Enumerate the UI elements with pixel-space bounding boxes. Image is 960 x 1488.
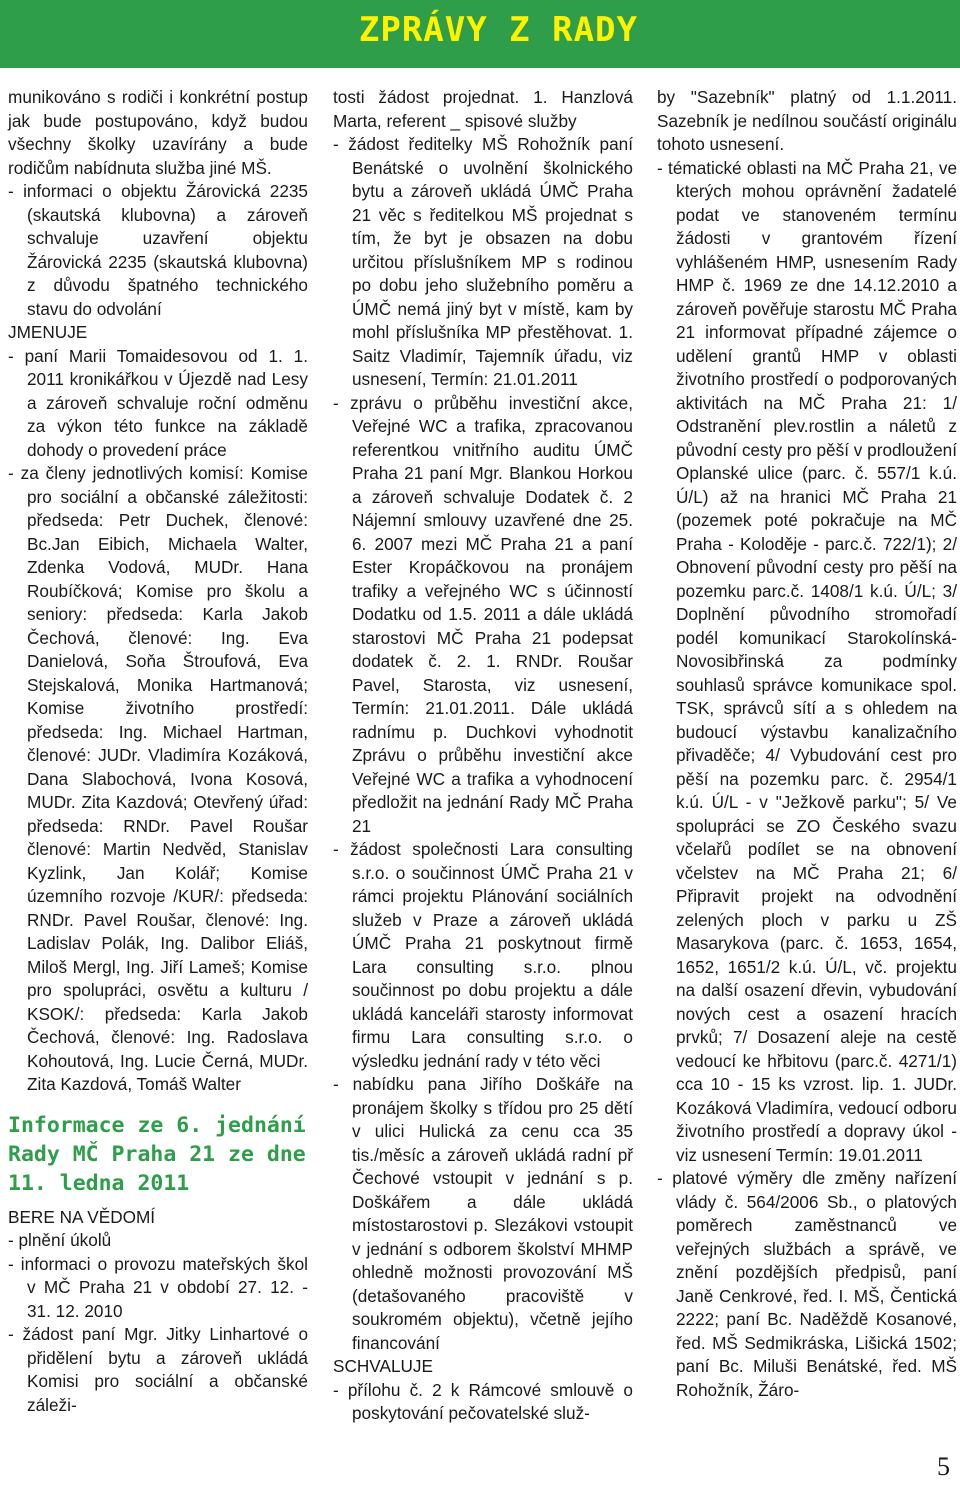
list-item: - žádost paní Mgr. Jitky Linhartové o přidělení bytu a zároveň ukládá Komisi pro sociální a občanské záleži- [8,1324,308,1415]
paragraph: munikováno s rodiči i konkrétní postup jak bude postupováno, když budou všechny školky uzavírány a bude rodičům nabídnuta služba jiné MŠ. [8,87,308,178]
list-item: - zprávu o průběhu investiční akce, Veřejné WC a trafika, zpracovanou referentkou vnitřního auditu ÚMČ Praha 21 paní Mgr. Blankou Horkou a zároveň schvaluje Dodatek č. 2 Nájemní smlouvy uzavřené dne 25. 6. 2007 mezi MČ Praha 21 a paní Ester Kropáčkovou na pronájem trafiky a veřejného WC s účinností Dodatku od 1.5. 2011 a dále ukládá starostovi MČ Praha 21 podepsat dodatek č. 2. 1. RNDr. Roušar Pavel, Starosta, viz usnesení, Termín: 21.01.2011. Dále ukládá radnímu p. Duchkovi vyhodnotit Zprávu o průběhu investiční akce Veřejné WC a trafika a vyhodnocení předložit na jednání Rady MČ Praha 21 [333,392,633,836]
column-2 [333,86,633,1426]
list-item: - plnění úkolů [8,1230,112,1250]
column-3 [657,86,957,1402]
list-item: - platové výměry dle změny nařízení vlády č. 564/2006 Sb., o platových poměrech zaměstnanců ve veřejných službách a správě, ve znění pozdějších předpisů, paní Janě Cenkrové, řed. I. MŠ, Čentická 2222; paní Bc. Naděždě Kosanové, řed. MŠ Sedmikráska, Lišická 1502; paní Bc. Miluši Benátské, řed. MŠ Rohožník, Žáro- [657,1168,957,1400]
column-1 [8,86,308,1417]
subheading: JMENUJE [8,322,88,342]
list-item: - žádost společnosti Lara consulting s.r.o. o součinnost ÚMČ Praha 21 v rámci projektu Plánování sociálních služeb v Praze a zároveň ukládá ÚMČ Praha 21 poskytnout firmě Lara consulting s.r.o. plnou součinnost po dobu projektu a dále ukládá kanceláři starosty informovat firmu Lara consulting s.r.o. o výsledku jednání rady v této věci [333,839,633,1071]
list-item: - za členy jednotlivých komisí: Komise pro sociální a občanské záležitosti: předseda: Petr Duchek, členové: Bc.Jan Eibich, Michaela Walter, Zdenka Vodová, MUDr. Hana Roubíčková; Komise pro školu a seniory: předseda: Karla Jakob Čechová, členové: Ing. Eva Danielová, Soňa Štroufová, Eva Stejskalová, Monika Hartmanová; Komise životního prostředí: předseda: Ing. Michael Hartman, členové: JUDr. Vladimíra Kozáková, Dana Slabochová, Ivona Kosová, MUDr. Zita Kazdová; Otevřený úřad: předseda: RNDr. Pavel Roušar členové: Martin Nedvěd, Stanislav Kyzlink, Jan Kolář; Komise územního rozvoje /KUR/: předseda: RNDr. Pavel Roušar, členové: Ing. Ladislav Polák, Ing. Dalibor Eliáš, Miloš Mergl, Ing. Jiří Lameš; Komise pro spolupráci, osvětu a kulturu / KSOK/: předseda: Karla Jakob Čechová, členové: Ing. Radoslava Kohoutová, Ing. Lucie Černá, MUDr. Zita Kazdová, Tomáš Walter [8,463,308,1094]
subheading: SCHVALUJE [333,1356,433,1376]
list-item: - žádost ředitelky MŠ Rohožník paní Benátské o uvolnění školnického bytu a zároveň ukládá ÚMČ Praha 21 věc s ředitelkou MŠ projednat s tím, že byt je obsazen na dobu určitou příslušníkem MP s rodinou po dobu jeho služebního poměru a ÚMČ nemá jiný byt v místě, kam by mohl příslušníka MP přestěhovat. 1. Saitz Vladimír, Tajemník úřadu, viz usnesení, Termín: 21.01.2011 [333,134,633,389]
subheading: BERE NA VĚDOMÍ [8,1206,156,1227]
page-title: ZPRÁVY Z RADY [358,10,638,50]
list-item: - paní Marii Tomaidesovou od 1. 1. 2011 kronikářkou v Újezdě nad Lesy a zároveň schvaluje roční odměnu za výkon této funkce na základě dohody o provedení práce [8,345,308,460]
paragraph: by "Sazebník" platný od 1.1.2011. Sazebník je nedílnou součástí originálu tohoto usnesení. [657,87,957,154]
section-title: Informace ze 6. jednání Rady MČ Praha 21 ze dne 11. ledna 2011 [8,1112,306,1196]
page-number: 5 [937,1452,950,1481]
list-item: - tématické oblasti na MČ Praha 21, ve kterých mohou oprávnění žadatelé podat ve stanoveném termínu žádosti v grantovém řízení vyhlášeném HMP, usnesením Rady HMP č. 1969 ze dne 14.12.2010 a zároveň pověřuje starostu MČ Praha 21 informovat případné zájemce o udělení grantů HMP v oblasti životního prostředí o podporovaných aktivitách na MČ Praha 21: 1/ Odstranění plev.rostlin a náletů z původní cesty pro pěší v prodloužení Oplanské ulice (parc. č. 557/1 k.ú. Ú/L) až na hranici MČ Praha 21 (pozemek poté pokračuje na MČ Praha - Koloděje - parc.č. 722/1); 2/ Obnovení původní cesty pro pěší na pozemku parc.č. 1408/1 k.ú. Ú/L; 3/ Doplnění původního stromořadí podél komunikací Starokolínská-Novosibřinská za podmínky souhlasů správce komunikace spol. TSK, správců sítí a s ohledem na budoucí výstavbu kanalizačního přivaděče; 4/ Vybudování cest pro pěší na pozemku parc. č. 2954/1 k.ú. Ú/L - v "Ježkově parku"; 5/ Ve spolupráci se ZO Českého svazu včelařů podílet se na obnovení včelstev na MČ Praha 21; 6/ Připravit projekt na odvodnění zelených ploch v parku u ZŠ Masarykova (parc. č. 1653, 1654, 1652, 1651/2 k.ú. Ú/L, vč. projektu na další osazení dřevin, vybudování nových cest a osazení hracích prvků; 7/ Dosazení aleje na cestě vedoucí ke hřbitovu (parc.č. 4271/1) cca 10 - 15 ks vzrost. lip. 1. JUDr. Kozáková Vladimíra, vedoucí odboru životního prostředí a dopravy úkol - viz usnesení Termín: 19.01.2011 [657,157,957,1165]
list-item: - informaci o provozu mateřských škol v MČ Praha 21 v období 27. 12. - 31. 12. 2010 [8,1253,308,1321]
list-item: - nabídku pana Jiřího Doškáře na pronájem školky s třídou pro 25 dětí v ulici Hulická za cenu cca 35 tis./měsíc a zároveň ukládá radní př Čechové vstoupit v jednání s p. Doškářem a dále ukládá místostarostovi p. Slezákovi vstoupit v jednání s odborem školství MHMP ohledně možnosti provozování MŠ (detašovaného pracoviště v soukromém objektu), včetně jejího financování [333,1074,633,1353]
paragraph: tosti žádost projednat. 1. Hanzlová Marta, referent _ spisové služby [333,87,633,131]
list-item: - přílohu č. 2 k Rámcové smlouvě o poskytování pečovatelské služ- [333,1379,633,1423]
list-item: - informaci o objektu Žárovická 2235 (skautská klubovna) a zároveň schvaluje uzavření objektu Žárovická 2235 (skautská klubovna) z důvodu špatného technického stavu do odvolání [8,181,308,319]
